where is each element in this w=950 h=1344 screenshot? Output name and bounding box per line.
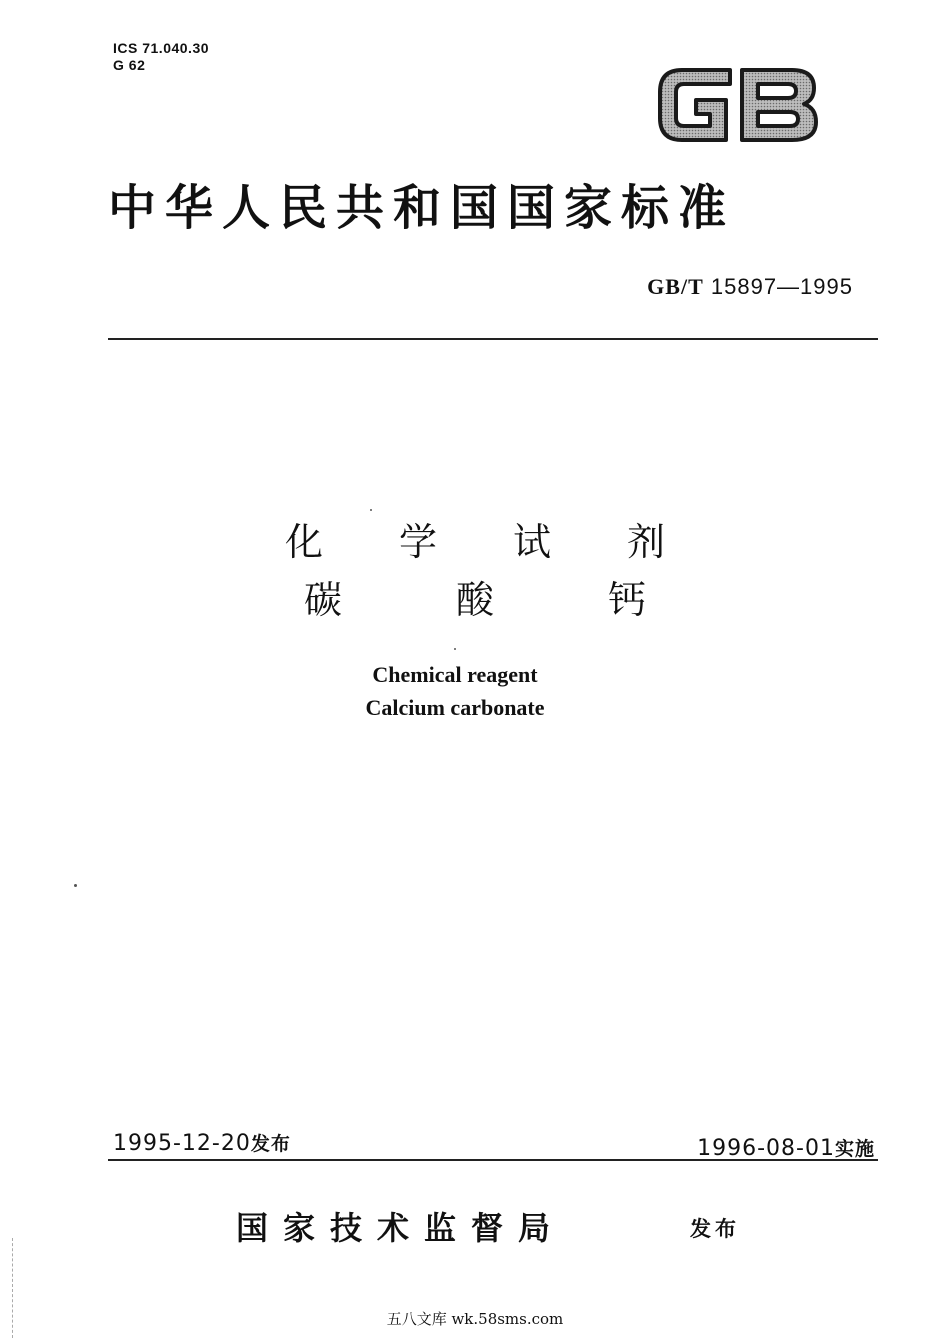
standard-number-value: 15897—1995 [710, 274, 853, 299]
gb-logo-graphic [652, 60, 824, 150]
issue-date [113, 1129, 291, 1156]
scan-speck [370, 509, 372, 511]
cn-title-line-2: 碳 酸 钙 [303, 578, 646, 622]
footer-divider [108, 1159, 878, 1161]
classification-codes [113, 40, 209, 74]
publisher-name: 国家技术监督局 [236, 1209, 566, 1247]
issue-date-value: 1995-12-20 [113, 1131, 251, 1156]
footer-watermark: 五八文库 wk.58sms.com [386, 1310, 564, 1328]
en-title-line-1: Chemical reagent [372, 662, 538, 687]
standard-number [647, 274, 853, 300]
issue-date-suffix: 发布 [250, 1133, 291, 1155]
implementation-date [697, 1134, 875, 1161]
ccs-code: G 62 [113, 57, 146, 73]
publisher-action: 发布 [690, 1217, 740, 1241]
standard-number-prefix: GB/T [647, 274, 704, 299]
ics-code: ICS 71.040.30 [113, 40, 210, 56]
gb-logo [652, 60, 824, 150]
cn-title-line-1: 化 学 试 剂 [284, 520, 665, 564]
scan-edge-mark [12, 1238, 15, 1338]
header-divider [108, 338, 878, 340]
implementation-date-value: 1996-08-01 [697, 1136, 835, 1161]
en-title-line-2: Calcium carbonate [365, 695, 545, 720]
scan-speck [454, 648, 456, 650]
implementation-date-suffix: 实施 [834, 1138, 875, 1160]
scan-speck [74, 884, 77, 887]
national-standard-title: 中华人民共和国国家标准 [108, 180, 736, 236]
